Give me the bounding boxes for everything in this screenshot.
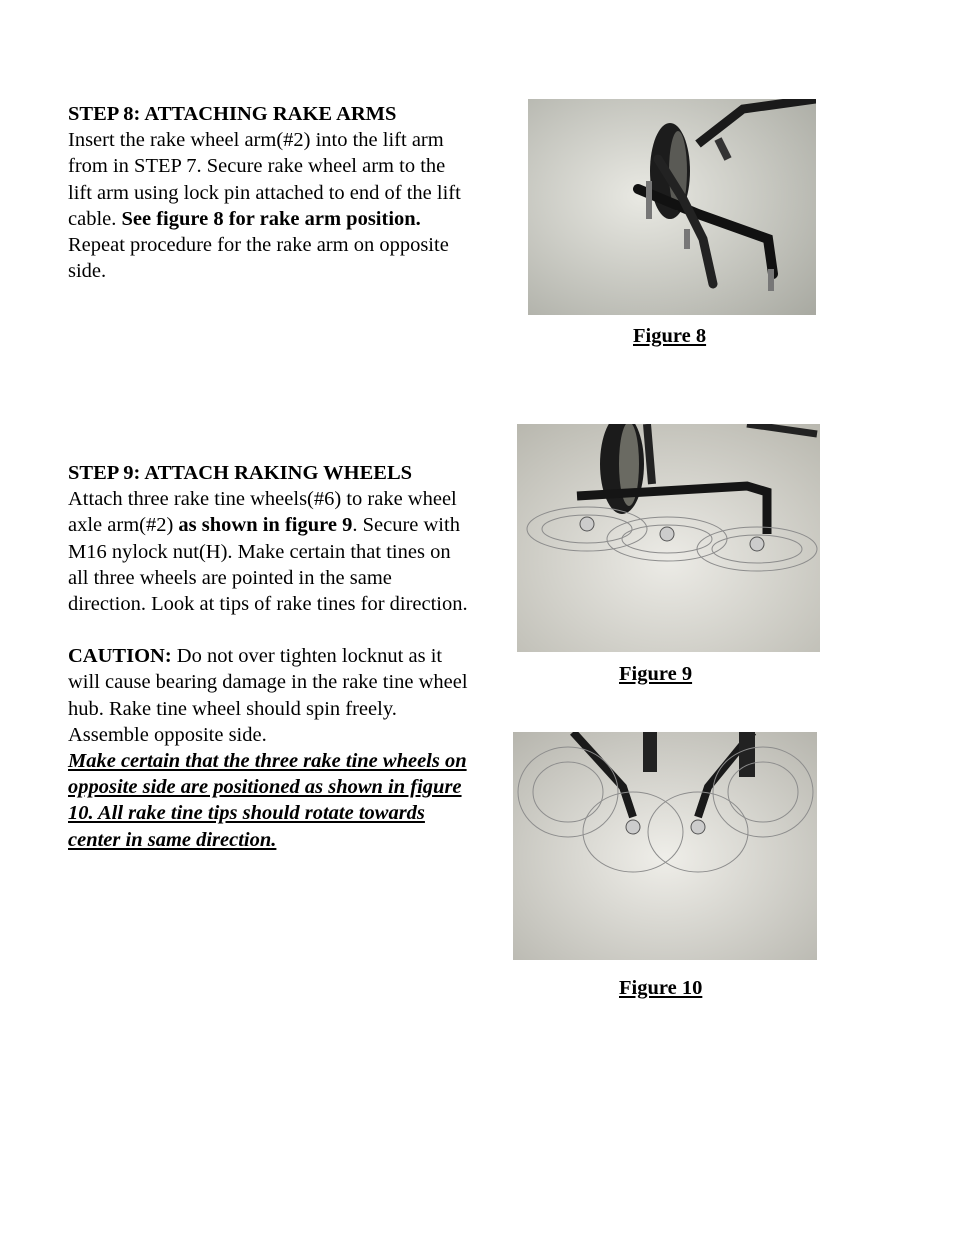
step8-body bbox=[68, 127, 468, 232]
caution-text: Do not over tighten locknut as it will cause bearing damage in the rake tine wheel hub. Rake tine wheel should spin freely. Assemble opposite side. bbox=[68, 645, 468, 746]
step8-bold1: See figure 8 for rake arm position. bbox=[121, 207, 421, 230]
caution-body bbox=[68, 643, 468, 748]
caution-emphasis: Make certain that the three rake tine wheels on opposite side are positioned as shown in figure 10. All rake tine tips should rotate towards center in same direction. bbox=[68, 750, 467, 851]
figure-10-photo bbox=[513, 732, 817, 960]
figure-8-caption: Figure 8 bbox=[633, 325, 707, 347]
figure-8-photo bbox=[528, 99, 816, 315]
step9-text1: Attach three rake tine wheels(#6) to rake wheel axle arm(#2) bbox=[68, 488, 457, 537]
step9-body bbox=[68, 486, 468, 617]
step9-heading: STEP 9: ATTACH RAKING WHEELS bbox=[68, 462, 413, 484]
step8-repeat: Repeat procedure for the rake arm on opposite side. bbox=[68, 234, 449, 283]
step9-bold1: as shown in figure 9 bbox=[178, 514, 353, 537]
figure-10-caption: Figure 10 bbox=[619, 977, 703, 999]
step9-text2: . Secure with M16 nylock nut(H). Make certain that tines on all three wheels are pointed in the same direction. Look at tips of rake tines for direction. bbox=[68, 514, 468, 616]
figure-9-photo bbox=[517, 424, 820, 652]
caution-label: CAUTION: bbox=[68, 645, 172, 668]
figure-9-caption: Figure 9 bbox=[619, 663, 693, 685]
step8-section bbox=[68, 101, 468, 284]
step8-text1: Insert the rake wheel arm(#2) into the lift arm from in STEP 7. Secure rake wheel arm to the lift arm using lock pin attached to end of the lift cable. bbox=[68, 129, 461, 230]
step9-section bbox=[68, 460, 468, 853]
step8-heading: STEP 8: ATTACHING RAKE ARMS bbox=[68, 103, 397, 125]
